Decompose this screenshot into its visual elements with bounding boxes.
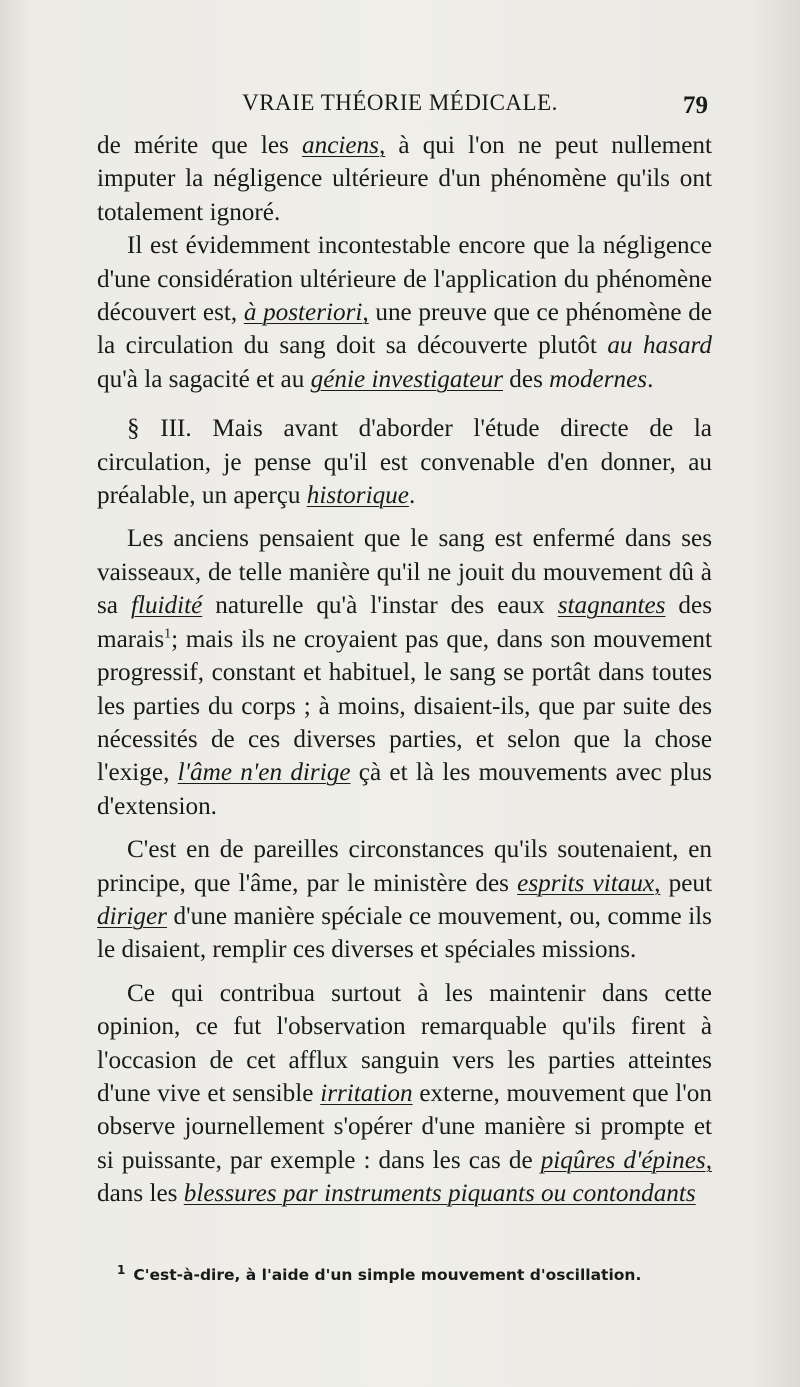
footnote — [117, 1260, 717, 1285]
italic-term: stagnantes — [557, 592, 666, 620]
italic-term: historique — [306, 482, 409, 510]
paragraph-4: Les anciens pensaient que le sang est enfermé dans ses vaisseaux, de telle manière qu'il ne jouit du mouvement dû à sa fluidité naturelle qu'à l'instar des eaux stagnantes des marais$^1$; mais ils ne croyaient pas que, dans son mouvement progressif, constant et habituel, le sang se portât dans toutes les parties du corps ; à moins, disaient-ils, que par suite des nécessités de ces diverses parties, et selon que la chose l'exige, l'âme n'en dirige çà et là les mouvements avec plus d'extension. — [97, 525, 713, 820]
italic-term: à posteriori, — [243, 299, 369, 327]
italic-term: piqûres d'épines, — [540, 1146, 712, 1174]
page-number: 79 — [683, 92, 708, 119]
italic-term: anciens, — [302, 132, 386, 159]
italic-term: diriger — [97, 902, 167, 930]
italic-term: esprits vitaux, — [517, 869, 661, 897]
footnote-mark: 1 — [117, 1263, 126, 1277]
paragraph-1: de mérite que les anciens, à qui l'on ne peut nullement imputer la négligence ultérieure d'un phénomène qu'ils ont totalement ignoré. — [97, 132, 712, 226]
italic-term: au hasard — [607, 332, 713, 360]
page-header — [0, 88, 800, 128]
paragraph-5: C'est en de pareilles circonstances qu'ils soutenaient, en principe, que l'âme, par le ministère des esprits vitaux, peut diriger d'une manière spéciale ce mouvement, ou, comme ils le disaient, remplir ces diverses et spéciales missions. — [97, 836, 712, 964]
italic-term: génie investigateur — [310, 365, 503, 393]
italic-term: modernes — [549, 365, 648, 393]
paragraph-2: Il est évidemment incontestable encore que la négligence d'une considération ultérieure de l'application du phénomène découvert est, à posteriori, une preuve que ce phénomène de la circulation du sang doit sa découverte plutôt au hasard qu'à la sagacité et au génie investigateur des modernes. — [97, 232, 713, 393]
italic-term: blessures par instruments piquants ou contondants — [183, 1180, 696, 1208]
italic-term: fluidité — [130, 592, 203, 620]
paragraph-section-3: § III. Mais avant d'aborder l'étude directe de la circulation, je pense qu'il est convenable d'en donner, au préalable, un aperçu historique. — [97, 415, 712, 510]
running-title: VRAIE THÉORIE MÉDICALE. — [242, 90, 558, 115]
italic-term: irritation — [320, 1079, 413, 1107]
italic-term: l'âme n'en dirige — [177, 759, 351, 787]
section-marker: § III. — [127, 415, 192, 443]
footnote-reference: 1 — [164, 626, 172, 642]
body-text — [97, 129, 712, 1211]
footnote-text: C'est-à-dire, à l'aide d'un simple mouvement d'oscillation. — [133, 1266, 642, 1285]
paragraph-6: Ce qui contribua surtout à les maintenir dans cette opinion, ce fut l'observation remarquable qu'ils firent à l'occasion de cet afflux sanguin vers les parties atteintes d'une vive et sensible irritation externe, mouvement que l'on observe journellement s'opérer d'une manière si prompte et si puissante, par exemple : dans les cas de piqûres d'épines, dans les blessures par instruments piquants ou contondants — [97, 979, 712, 1208]
